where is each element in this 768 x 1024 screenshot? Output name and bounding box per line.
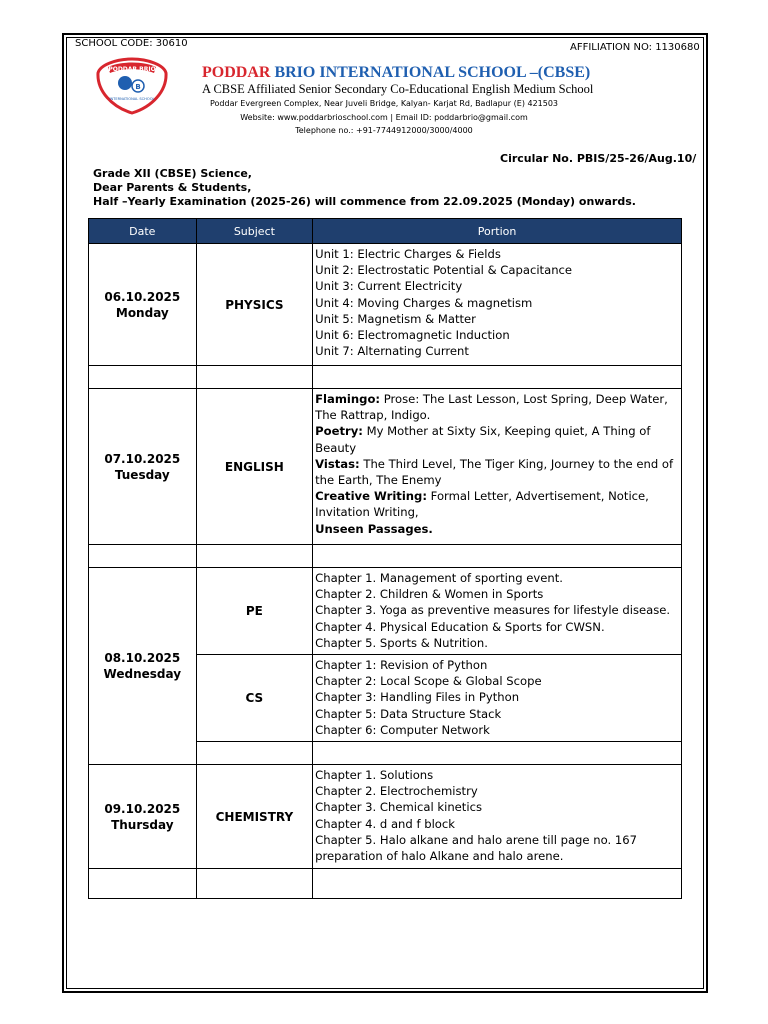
school-telephone: Telephone no.: +91-7744912000/3000/4000 xyxy=(295,126,473,135)
portion-item: Unit 1: Electric Charges & Fields xyxy=(315,247,501,261)
portion-item: Vistas: The Third Level, The Tiger King, Journey to the end of the Earth, The Enemy xyxy=(315,456,674,488)
exam-date: 07.10.2025 xyxy=(104,451,181,466)
intro-greeting: Dear Parents & Students, xyxy=(93,181,252,194)
school-code: SCHOOL CODE: 30610 xyxy=(75,38,188,49)
exam-date: 06.10.2025 xyxy=(104,289,181,304)
header-date: Date xyxy=(89,219,197,244)
subject-cell: ENGLISH xyxy=(196,389,313,545)
table-row xyxy=(89,765,682,869)
exam-schedule-table xyxy=(88,218,682,899)
header-subject: Subject xyxy=(196,219,313,244)
portion-cell xyxy=(313,389,682,545)
exam-day: Wednesday xyxy=(103,667,182,681)
exam-date: 09.10.2025 xyxy=(104,801,181,816)
blank-row xyxy=(89,366,682,389)
portion-item: Chapter 2: Local Scope & Global Scope xyxy=(315,674,542,689)
portion-item: Chapter 3. Chemical kinetics xyxy=(315,800,482,815)
portion-item: Chapter 1: Revision of Python xyxy=(315,658,488,672)
portion-item: Unit 2: Electrostatic Potential & Capacitance xyxy=(315,263,573,278)
portion-item: Poetry: My Mother at Sixty Six, Keeping quiet, A Thing of Beauty xyxy=(315,424,651,455)
portion-item: Chapter 5. Sports & Nutrition. xyxy=(315,635,488,650)
exam-day: Thursday xyxy=(111,817,174,832)
subject-cell: CS xyxy=(196,655,313,742)
table-row xyxy=(89,389,682,545)
portion-item: Chapter 1. Management of sporting event. xyxy=(315,571,563,585)
portion-cell xyxy=(313,568,682,655)
portion-item: Chapter 5. Halo alkane and halo arene till page no. 167 preparation of halo Alkane and halo arene. xyxy=(315,832,637,864)
table-header-row xyxy=(89,219,682,244)
exam-date: 08.10.2025 xyxy=(104,651,181,665)
svg-text:PODDAR BRIO: PODDAR BRIO xyxy=(108,66,156,73)
portion-item: Chapter 3: Handling Files in Python xyxy=(315,690,520,705)
portion-item: Chapter 3. Yoga as preventive measures for lifestyle disease. xyxy=(315,603,671,618)
portion-item: Chapter 6: Computer Network xyxy=(315,722,490,737)
intro-announcement: Half –Yearly Examination (2025-26) will commence from 22.09.2025 (Monday) onwards. xyxy=(93,195,636,208)
portion-item: Unit 6: Electromagnetic Induction xyxy=(315,328,510,343)
date-cell xyxy=(89,568,197,765)
exam-day: Monday xyxy=(115,305,169,320)
date-cell xyxy=(89,765,197,869)
circular-number: Circular No. PBIS/25-26/Aug.10/ xyxy=(500,152,697,165)
portion-item: Flamingo: Prose: The Last Lesson, Lost Spring, Deep Water, The Rattrap, Indigo. xyxy=(315,392,668,423)
portion-item: Unit 5: Magnetism & Matter xyxy=(315,311,476,326)
date-cell xyxy=(89,244,197,366)
portion-item: Creative Writing: Formal Letter, Advertisement, Notice, Invitation Writing, xyxy=(315,489,649,520)
portion-item: Chapter 4. d and f block xyxy=(315,816,455,831)
portion-item: Chapter 1. Solutions xyxy=(315,768,434,782)
intro-grade: Grade XII (CBSE) Science, xyxy=(93,167,252,180)
school-tagline: A CBSE Affiliated Senior Secondary Co-Educational English Medium School xyxy=(202,82,594,96)
svg-text:INTERNATIONAL SCHOOL: INTERNATIONAL SCHOOL xyxy=(109,97,155,101)
portion-item: Unit 7: Alternating Current xyxy=(315,344,469,359)
portion-item: Chapter 5: Data Structure Stack xyxy=(315,706,502,721)
blank-row xyxy=(89,869,682,899)
subject-cell: PHYSICS xyxy=(196,244,313,366)
portion-cell xyxy=(313,655,682,742)
school-name-blue: BRIO INTERNATIONAL SCHOOL –(CBSE) xyxy=(270,64,591,81)
portion-item: Unit 4: Moving Charges & magnetism xyxy=(315,295,533,310)
portion-cell xyxy=(313,244,682,366)
school-website: Website: www.poddarbrioschool.com | Email ID: poddarbrio@gmail.com xyxy=(240,113,528,122)
affiliation-number: AFFILIATION NO: 1130680 xyxy=(570,42,700,53)
header-portion: Portion xyxy=(313,219,682,244)
blank-row xyxy=(89,545,682,568)
table-row xyxy=(89,244,682,366)
portion-item: Chapter 2. Children & Women in Sports xyxy=(315,587,544,602)
subject-cell: PE xyxy=(196,568,313,655)
portion-item: Chapter 2. Electrochemistry xyxy=(315,784,478,799)
subject-cell: CHEMISTRY xyxy=(196,765,313,869)
school-address: Poddar Evergreen Complex, Near Juveli Bridge, Kalyan- Karjat Rd, Badlapur (E) 421503 xyxy=(209,99,559,108)
portion-item: Unit 3: Current Electricity xyxy=(315,279,463,294)
table-row xyxy=(89,568,682,655)
school-name-red: PODDAR xyxy=(202,64,271,81)
school-name xyxy=(202,64,590,82)
exam-day: Tuesday xyxy=(114,467,170,482)
date-cell xyxy=(89,389,197,545)
portion-item: Unseen Passages. xyxy=(315,521,433,536)
portion-cell xyxy=(313,765,682,869)
svg-text:B: B xyxy=(135,83,141,91)
portion-item: Chapter 4. Physical Education & Sports for CWSN. xyxy=(315,619,605,634)
